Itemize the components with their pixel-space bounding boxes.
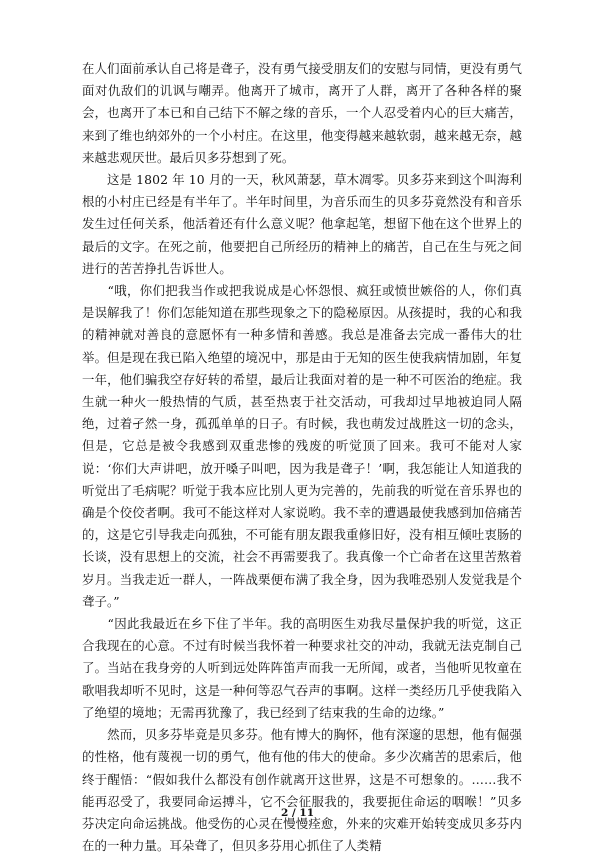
- paragraph-testament-quote-2: “因此我最近在乡下住了半年。我的高明医生劝我尽量保护我的听觉，这正合我现在的心意。不过有时候当我怀着一种要求社交的冲动，我就无法克制自己了。当站在我身旁的人听到远处阵阵笛声而我一无所闻，或者，当他听见牧童在歌唱我却听不见时，这是一种何等忍气吞声的事啊。这样一类经历几乎使我陷入了绝望的境地；无需再犹豫了，我已经到了结束我的生命的边缘。”: [82, 616, 522, 720]
- paragraph-continued-text: 在人们面前承认自己将是聋子，没有勇气接受朋友们的安慰与同情，更没有勇气面对仇敌们的讥讽与嘲弄。他离开了城市，离开了人群，离开了各种各样的聚会，也离开了本已和自己结下不解之缘的音乐，一个人忍受着内心的巨大痛苦，来到了维也纳郊外的一个小村庄。在这里，他变得越来越软弱，越来越无奈，越来越悲观厌世。最后贝多芬想到了死。: [82, 61, 522, 165]
- paragraph-heiligenstadt: 这是 1802 年 10 月的一天，秋风萧瑟，草木凋零。贝多芬来到这个叫海利根的小村庄已经是有半年了。半年时间里，为音乐而生的贝多芬竟然没有和音乐发生过任何关系，他活着还有什么意义呢？他拿起笔，想留下他在这个世界上的最后的文字。在死之前，他要把自己所经历的精神上的痛苦，自己在生与死之间进行的苦苦挣扎告诉世人。: [82, 172, 522, 276]
- document-body: [82, 58, 522, 857]
- paragraph-fate-struggle: 然而，贝多芬毕竟是贝多芬。他有博大的胸怀，他有深邃的思想，他有倔强的性格，他有蔑视一切的勇气，他有他的伟大的使命。多少次痛苦的思索后，他终于醒悟：“假如我什么都没有创作就离开这世界，这是不可想象的。……我不能再忍受了，我要同命运搏斗，它不会征服我的，我要扼住命运的咽喉！”贝多芬决定向命运挑战。他受伤的心灵在慢慢痊愈，外来的灾难开始转变成贝多芬内在的一种力量。耳朵聋了，但贝多芬用心抓住了人类精: [82, 727, 522, 854]
- page-number: 2 / 11: [280, 807, 315, 819]
- paragraph-testament-quote-1: “哦，你们把我当作或把我说成是心怀怨恨、疯狂或愤世嫉俗的人，你们真是误解我了！你们怎能知道在那些现象之下的隐秘原因。从孩提时，我的心和我的精神就对善良的意愿怀有一种多情和善感。我总是准备去完成一番伟大的壮举。但是现在我已陷入绝望的境况中，那是由于无知的医生使我病情加剧，年复一年，他们骗我空存好转的希望，最后让我面对着的是一种不可医治的绝症。我生就一种火一般热情的气质，甚至热衷于社交活动，可我却过早地被迫同人隔绝，过着孑然一身，孤孤单单的日子。有时候，我也萌发过战胜这一切的念头，但是，它总是被令我感到双重悲惨的残废的听觉顶了回来。我可不能对人家说：‘你们大声讲吧，放开嗓子叫吧，因为我是聋子！’啊，我怎能让人知道我的听觉出了毛病呢？听觉于我本应比别人更为完善的，先前我的听觉在音乐界也的确是个佼佼者啊。我可不能这样对人家说哟。我不幸的遭遇最使我感到加倍痛苦的，这是它引导我走向孤独，不可能有朋友跟我重修旧好，没有相互倾吐衷肠的长谈，没有思想上的交流，社会不再需要我了。我真像一个亡命者在这里苦熬着岁月。当我走近一群人，一阵战栗便布满了我全身，因为我唯恐别人发觉我是个聋子。”: [82, 283, 522, 609]
